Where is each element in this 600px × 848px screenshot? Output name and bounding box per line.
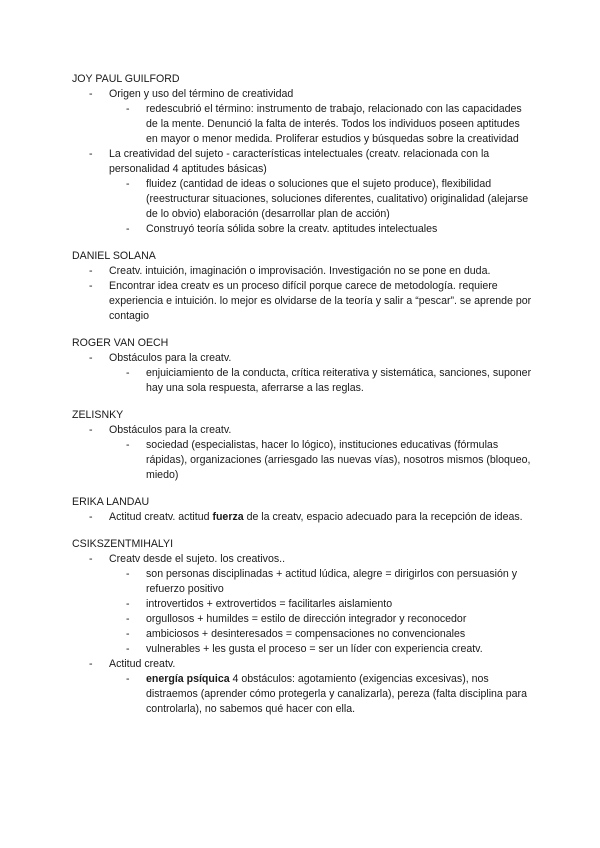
sub-item-text: redescubrió el término: instrumento de trabajo, relacionado con las capacidades de la mente. Denunció la falta de interés. Todos los individuos poseen aptitudes en mayor o menor medida. Proliferar estudios y búsquedas sobre la creatividad — [146, 103, 522, 145]
item-text: Encontrar idea creatv es un proceso difícil porque carece de metodología. requiere experiencia e intuición. lo mejor es olvidarse de la teoría y salir a “pescar”. se aprende por contagio — [109, 280, 532, 322]
dash-bullet: - — [89, 553, 93, 565]
item-text-bold: fuerza — [212, 511, 244, 523]
sub-list — [109, 102, 532, 147]
item-text: Creatv desde el sujeto. los creativos.. — [109, 553, 286, 565]
dash-bullet: - — [126, 439, 130, 451]
dash-bullet: - — [89, 511, 93, 523]
sub-item — [109, 438, 532, 483]
sub-item — [109, 642, 532, 657]
bullet-list — [72, 264, 532, 324]
sub-item — [109, 177, 532, 222]
sub-item — [109, 597, 532, 612]
bullet-list — [72, 423, 532, 483]
bullet-list — [72, 351, 532, 396]
section-heading: JOY PAUL GUILFORD — [72, 73, 180, 85]
sub-item-text: introvertidos + extrovertidos = facilitarles aislamiento — [146, 598, 393, 610]
dash-bullet: - — [89, 265, 93, 277]
section-heading: CSIKSZENTMIHALYI — [72, 538, 174, 550]
list-item — [72, 552, 532, 657]
section-csikszentmihalyi — [72, 537, 532, 717]
item-text-before: Actitud creatv. actitud — [109, 511, 213, 523]
item-text: Actitud creatv. — [109, 658, 176, 670]
sub-item — [109, 627, 532, 642]
section-heading: DANIEL SOLANA — [72, 250, 156, 262]
sub-list — [109, 177, 532, 237]
sub-item-text: fluidez (cantidad de ideas o soluciones que el sujeto produce), flexibilidad (reestructurar situaciones, soluciones diferentes, cualitativo) originalidad (alejarse de lo obvio) elaboración (desarrollar plan de acción) — [146, 178, 529, 220]
sub-list — [109, 438, 532, 483]
sub-item-text: enjuiciamiento de la conducta, crítica reiterativa y sistemática, sanciones, suponer hay una sola respuesta, aferrarse a las reglas. — [146, 367, 532, 394]
section-heading: ROGER VAN OECH — [72, 337, 169, 349]
sub-item — [109, 222, 532, 237]
dash-bullet: - — [89, 424, 93, 436]
sub-item-text: Construyó teoría sólida sobre la creatv. aptitudes intelectuales — [146, 223, 438, 235]
list-item — [72, 87, 532, 147]
section-heading: ERIKA LANDAU — [72, 496, 150, 508]
section-landau — [72, 495, 532, 525]
section-solana — [72, 249, 532, 324]
list-item — [72, 657, 532, 717]
dash-bullet: - — [89, 658, 93, 670]
sub-item-text: ambiciosos + desinteresados = compensaciones no convencionales — [146, 628, 466, 640]
sub-item — [109, 102, 532, 147]
dash-bullet: - — [89, 88, 93, 100]
sub-item — [109, 567, 532, 597]
item-text-after: de la creatv, espacio adecuado para la recepción de ideas. — [243, 511, 523, 523]
list-item — [72, 351, 532, 396]
section-guilford — [72, 72, 532, 237]
sub-list — [109, 366, 532, 396]
dash-bullet: - — [126, 367, 130, 379]
bullet-list — [72, 552, 532, 717]
sub-item — [109, 612, 532, 627]
section-heading: ZELISNKY — [72, 409, 124, 421]
dash-bullet: - — [89, 352, 93, 364]
dash-bullet: - — [126, 673, 130, 685]
item-text: Origen y uso del término de creatividad — [109, 88, 294, 100]
item-text: Obstáculos para la creatv. — [109, 352, 232, 364]
dash-bullet: - — [89, 280, 93, 292]
list-item — [72, 510, 532, 525]
item-text: Creatv. intuición, imaginación o improvisación. Investigación no se pone en duda. — [109, 265, 491, 277]
dash-bullet: - — [89, 148, 93, 160]
document-content — [72, 72, 532, 729]
bullet-list — [72, 510, 532, 525]
sub-item-text: vulnerables + les gusta el proceso = ser un líder con experiencia creatv. — [146, 643, 483, 655]
sub-item-text: orgullosos + humildes = estilo de dirección integrador y reconocedor — [146, 613, 467, 625]
item-text: La creatividad del sujeto - características intelectuales (creatv. relacionada con la personalidad 4 aptitudes básicas) — [109, 148, 490, 175]
dash-bullet: - — [126, 598, 130, 610]
list-item — [72, 423, 532, 483]
list-item — [72, 279, 532, 324]
dash-bullet: - — [126, 628, 130, 640]
dash-bullet: - — [126, 178, 130, 190]
section-zelisnky — [72, 408, 532, 483]
dash-bullet: - — [126, 103, 130, 115]
sub-list — [109, 672, 532, 717]
dash-bullet: - — [126, 568, 130, 580]
dash-bullet: - — [126, 223, 130, 235]
sub-item-text: 4 obstáculos: agotamiento (exigencias excesivas), nos distraemos (aprender cómo protegerla y canalizarla), pereza (falta disciplina para controlarla), no sabemos qué hacer con ella. — [146, 673, 527, 715]
bullet-list — [72, 87, 532, 237]
sub-item — [109, 366, 532, 396]
sub-item — [109, 672, 532, 717]
sub-item-text: sociedad (especialistas, hacer lo lógico), instituciones educativas (fórmulas rápidas), organizaciones (arriesgado las nuevas vías), nosotros mismos (bloqueo, miedo) — [146, 439, 531, 481]
section-van-oech — [72, 336, 532, 396]
sub-list — [109, 567, 532, 657]
dash-bullet: - — [126, 613, 130, 625]
sub-item-text: son personas disciplinadas + actitud lúdica, alegre = dirigirlos con persuasión y refuerzo positivo — [146, 568, 517, 595]
dash-bullet: - — [126, 643, 130, 655]
item-text: Obstáculos para la creatv. — [109, 424, 232, 436]
list-item — [72, 264, 532, 279]
sub-item-text-bold: energía psíquica — [146, 673, 230, 685]
list-item — [72, 147, 532, 237]
